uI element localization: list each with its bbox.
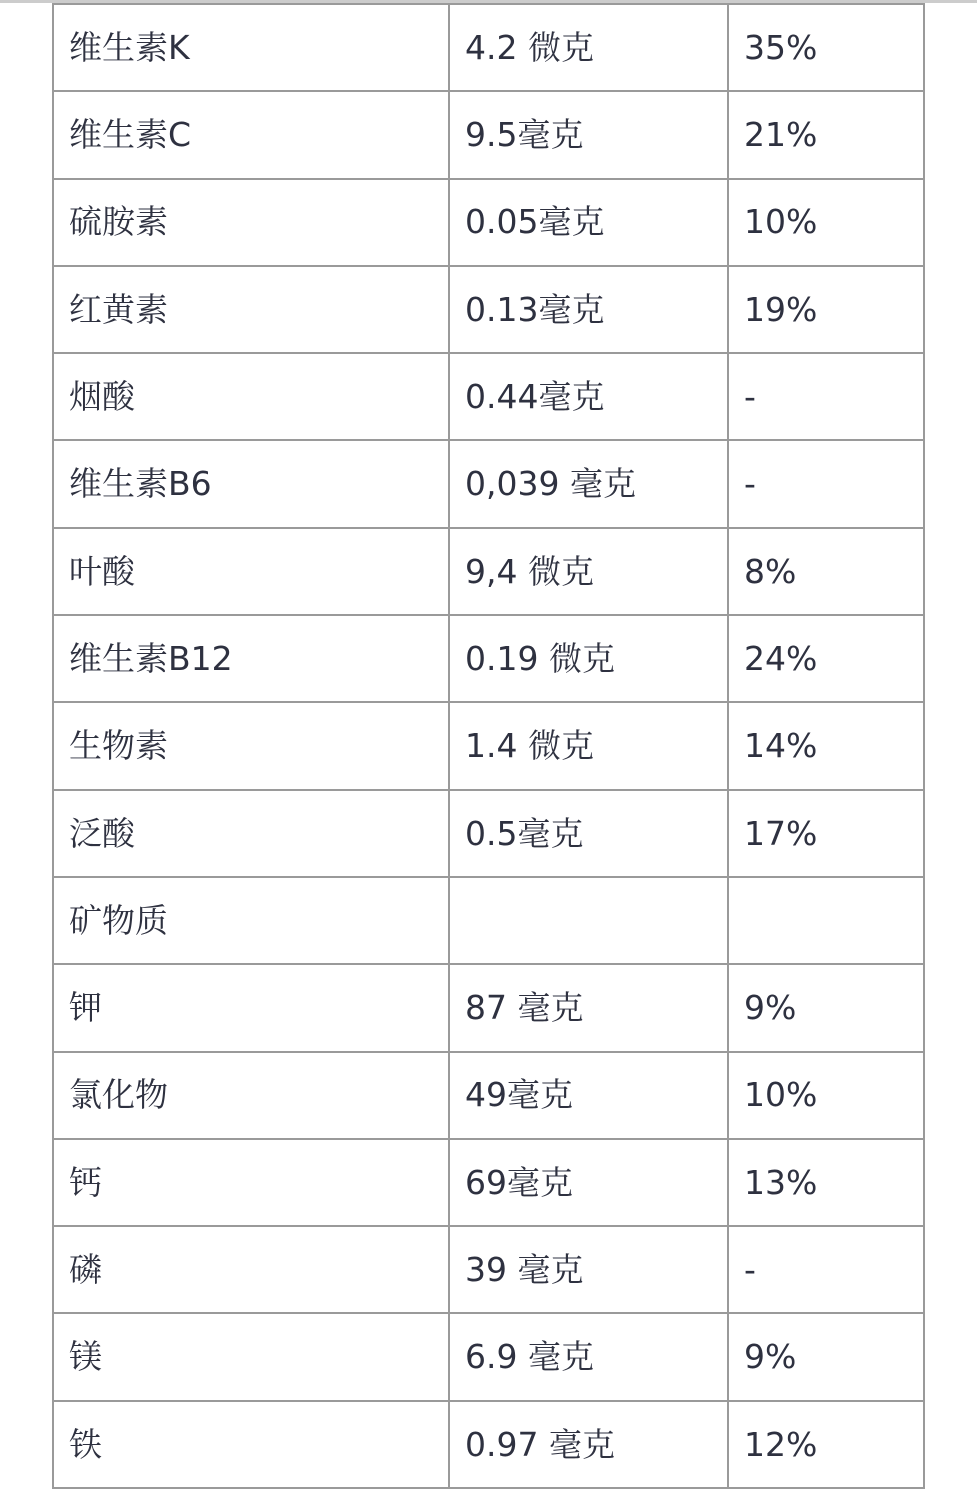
nutrient-name-cell: 维生素K	[53, 4, 449, 91]
percent-cell: 21%	[728, 91, 924, 178]
table-row	[53, 790, 924, 877]
nutrient-name-cell: 叶酸	[53, 528, 449, 615]
amount-cell: 6.9 毫克	[449, 1313, 728, 1400]
amount-cell: 0.19 微克	[449, 615, 728, 702]
amount-cell: 9.5毫克	[449, 91, 728, 178]
nutrient-name-cell: 钾	[53, 964, 449, 1051]
percent-cell: -	[728, 353, 924, 440]
nutrient-name-cell: 维生素B12	[53, 615, 449, 702]
table-row	[53, 1052, 924, 1139]
amount-cell: 0.5毫克	[449, 790, 728, 877]
percent-cell: 14%	[728, 702, 924, 789]
amount-cell: 87 毫克	[449, 964, 728, 1051]
nutrient-name-cell: 维生素C	[53, 91, 449, 178]
nutrient-name-cell: 铁	[53, 1401, 449, 1488]
table-row	[53, 1313, 924, 1400]
nutrient-name-cell: 烟酸	[53, 353, 449, 440]
table-row	[53, 528, 924, 615]
percent-cell: -	[728, 1226, 924, 1313]
percent-cell: 13%	[728, 1139, 924, 1226]
amount-cell	[449, 877, 728, 964]
percent-cell: 17%	[728, 790, 924, 877]
table-row	[53, 353, 924, 440]
percent-cell	[728, 877, 924, 964]
percent-cell: -	[728, 440, 924, 527]
amount-cell: 0,039 毫克	[449, 440, 728, 527]
table-row	[53, 440, 924, 527]
amount-cell: 0.44毫克	[449, 353, 728, 440]
table-row	[53, 91, 924, 178]
table-row	[53, 1226, 924, 1313]
percent-cell: 10%	[728, 179, 924, 266]
amount-cell: 0.05毫克	[449, 179, 728, 266]
percent-cell: 9%	[728, 1313, 924, 1400]
table-row	[53, 266, 924, 353]
percent-cell: 35%	[728, 4, 924, 91]
percent-cell: 10%	[728, 1052, 924, 1139]
nutrition-table-container	[52, 3, 925, 1489]
amount-cell: 9,4 微克	[449, 528, 728, 615]
table-row	[53, 1401, 924, 1488]
amount-cell: 69毫克	[449, 1139, 728, 1226]
table-row	[53, 1139, 924, 1226]
percent-cell: 8%	[728, 528, 924, 615]
nutrition-table	[52, 3, 925, 1489]
nutrient-name-cell: 矿物质	[53, 877, 449, 964]
amount-cell: 4.2 微克	[449, 4, 728, 91]
amount-cell: 39 毫克	[449, 1226, 728, 1313]
nutrient-name-cell: 泛酸	[53, 790, 449, 877]
table-row	[53, 615, 924, 702]
nutrient-name-cell: 镁	[53, 1313, 449, 1400]
amount-cell: 1.4 微克	[449, 702, 728, 789]
nutrient-name-cell: 硫胺素	[53, 179, 449, 266]
percent-cell: 12%	[728, 1401, 924, 1488]
percent-cell: 19%	[728, 266, 924, 353]
nutrient-name-cell: 钙	[53, 1139, 449, 1226]
nutrient-name-cell: 红黄素	[53, 266, 449, 353]
table-row	[53, 702, 924, 789]
amount-cell: 49毫克	[449, 1052, 728, 1139]
nutrient-name-cell: 维生素B6	[53, 440, 449, 527]
nutrient-name-cell: 磷	[53, 1226, 449, 1313]
percent-cell: 9%	[728, 964, 924, 1051]
nutrient-name-cell: 生物素	[53, 702, 449, 789]
table-row	[53, 4, 924, 91]
amount-cell: 0.97 毫克	[449, 1401, 728, 1488]
table-row	[53, 877, 924, 964]
percent-cell: 24%	[728, 615, 924, 702]
table-row	[53, 179, 924, 266]
amount-cell: 0.13毫克	[449, 266, 728, 353]
nutrition-table-body	[53, 4, 924, 1488]
nutrient-name-cell: 氯化物	[53, 1052, 449, 1139]
table-row	[53, 964, 924, 1051]
